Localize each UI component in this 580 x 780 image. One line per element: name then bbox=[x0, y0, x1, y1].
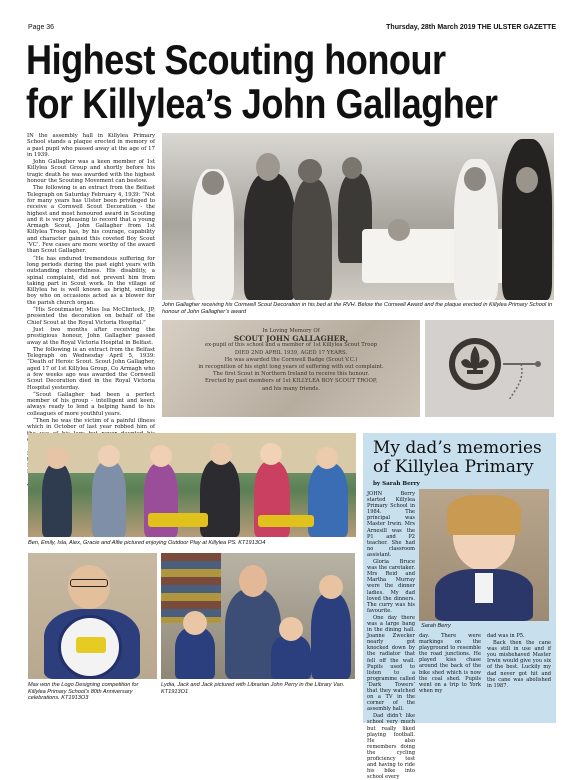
page-headline bbox=[26, 36, 498, 127]
plaque-line: He was awarded the Cornwell Badge (Scout V.C.) bbox=[224, 356, 358, 363]
story-paragraph: “Scout Gallagher had been a perfect member of his group - intelligent and keen, always ready to lend a helping hand to his colleagues of more youthful years. bbox=[27, 391, 155, 417]
sidebar-byline: by Sarah Berry bbox=[373, 481, 420, 487]
headline-line-1: Highest Scouting honour bbox=[26, 36, 446, 83]
library-van-photo bbox=[161, 553, 355, 679]
outdoor-play-caption: Ben, Emily, Isla, Alex, Gracie and Alfie pictured enjoying Outdoor Play at Killylea PS. KT1913O4 bbox=[28, 540, 266, 546]
sarah-berry-caption: Sarah Berry bbox=[421, 623, 451, 629]
sidebar-paragraph: JOHN Berry started Killylea Primary School in 1984. The principal was Master Irwin. Mrs Arnesill was the P1 and P2 teacher. She had no classroom assistant. bbox=[367, 491, 415, 558]
outdoor-play-photo bbox=[28, 433, 356, 537]
page-number: Page 36 bbox=[28, 24, 55, 31]
plaque-line: DIED 2ND APRIL 1939, AGED 17 YEARS. bbox=[234, 349, 348, 356]
hospital-archive-photo bbox=[162, 133, 554, 300]
story-paragraph: “Then he was the victim of a painful illness which in October of last year robbed him of bbox=[27, 418, 155, 431]
sidebar-paragraph: Back then the cane was still in use and if you misbehaved Master Irwin would give you six of the best. Luckily my dad never got hit and the cane was abolished in 1987. bbox=[487, 640, 551, 689]
plaque-line: Erected by past members of 1st KILLYLEA BOY SCOUT TROOP, bbox=[204, 378, 378, 385]
page-folio bbox=[28, 24, 556, 36]
sarah-berry-portrait bbox=[419, 489, 549, 621]
sidebar-column-3 bbox=[487, 633, 551, 719]
headline-line-2: for Killylea’s John Gallagher bbox=[26, 80, 498, 127]
story-paragraph: “He has endured tremendous suffering for long periods during the past eight years with outstanding cheerfulness. His disability, a spinal complaint, did not prevent him from taking part in Scout work. In the village of Killylea he is well known as bright, smiling boy who on occasions acted as a blower for the parish church organ. bbox=[27, 255, 155, 306]
memories-sidebar bbox=[363, 433, 556, 780]
main-photo-caption: John Gallagher receiving his Cornwell Scout Decoration in his bed at the RVH. Below the Cornwell Award and the plaque erected in Killylea Primary School in honour of John Gallagher’s award bbox=[162, 302, 553, 315]
sidebar-paragraph: Dad didn’t like school very much but really liked playing football. He also remembers doing the cycling proficiency test and having to ride his bike into school every bbox=[367, 713, 415, 780]
story-column bbox=[27, 133, 155, 431]
story-paragraph: The following is an extract from the Belfast Telegraph on Saturday February 4, 1939: “Not for many years has Ulster been privileged to receive a Cornwell Scout Decoration - the highest and most honoured award in Scouting and it is very pleasing to record that a young Armagh Scout, John Gallagher from 1st Killylea Troop has, by his courage, capability and character gained this coveted Boy Scout ‘VC’. Few cases are more worthy of the award than Scout Gallagher. bbox=[27, 185, 155, 255]
plaque-line: In Loving Memory Of bbox=[262, 328, 320, 334]
logo-competition-photo bbox=[28, 553, 157, 679]
sidebar-paragraph: dad was in P5. bbox=[487, 633, 525, 639]
plaque-line: in recognition of his eight long years of suffering with out complaint. bbox=[198, 364, 384, 371]
story-paragraph: IN the assembly hall in Killylea Primary School stands a plaque erected in memory of a past pupil who passed away at the age of 17 in 1939. bbox=[27, 133, 155, 158]
plaque-line: ex-pupil of this school and a member of 1st Killylea Scout Troop bbox=[204, 342, 378, 349]
logo-competition-caption: Max won the Logo Designing competition for Killylea Primary School’s 80th Anniversary celebrations. KT1913O3 bbox=[28, 682, 139, 702]
sidebar-paragraph: One day there was a large bang in the dining hall. Joanne Zwecker nearly got knocked down by the radiator that fell off the wall. Pupils used to listen to a programme called ‘Dark Towers’ that they watched on a TV in the corner of the assembly hall. bbox=[367, 614, 415, 713]
sidebar-column-1 bbox=[367, 491, 415, 780]
sidebar-paragraph: Gloria Bruce was the caretaker. Mrs Reid and Martha Murray were the dinner ladies. My dad loved the dinners. The curry was his favourite. bbox=[367, 559, 415, 614]
sidebar-column-2 bbox=[419, 633, 481, 719]
sidebar-title: My dad’s memories of Killylea Primary bbox=[373, 438, 542, 477]
fleur-de-lis-badge-icon bbox=[425, 320, 554, 417]
edition-line: Thursday, 28th March 2019 THE ULSTER GAZETTE bbox=[386, 24, 556, 31]
plaque-inscription bbox=[172, 328, 410, 393]
story-paragraph: The following is an extract from the Belfast Telegraph on Wednesday April 5, 1939: “Death of Heroic Scout. Scout John Gallagher, aged 17 of 1st Killylea Group, Co Armagh who a few weeks ago was awarded the Cornwell Scout Decoration died in the Royal Victoria Hospital yesterday. bbox=[27, 346, 155, 391]
memorial-plaque-photo bbox=[162, 320, 420, 417]
plaque-line: SCOUT JOHN GALLAGHER, bbox=[233, 334, 349, 344]
sidebar-paragraph: day. There were markings on the playground to resemble the road junctions. He played kiss chase around the back of the bike shed which is now the coal shed. Pupils went on a trip to York when my bbox=[419, 633, 481, 694]
story-paragraph: “His Scoutmaster, Miss Isa McClintock, JP, presented the decoration on behalf of the Chief Scout at the Royal Victoria Hospital.” bbox=[27, 307, 155, 326]
library-van-caption: Lydia, Jack and Jack pictured with Librarian John Perry in the Library Van. KT1913O1 bbox=[161, 682, 345, 695]
cornwell-badge-photo bbox=[425, 320, 554, 417]
plaque-line: The first Scout in Northern Ireland to receive this honour. bbox=[212, 371, 370, 378]
story-paragraph: Just two months after receiving the prestigious honour, John Gallagher passed away at the Royal Victoria Hospital in Belfast. bbox=[27, 326, 155, 346]
story-paragraph: John Gallagher was a keen member of 1st Killylea Scout Group and shortly before his tragic death he was awarded with the highest honour the Scouting Movement can bestow. bbox=[27, 159, 155, 185]
plaque-line: and his many friends. bbox=[262, 385, 320, 392]
